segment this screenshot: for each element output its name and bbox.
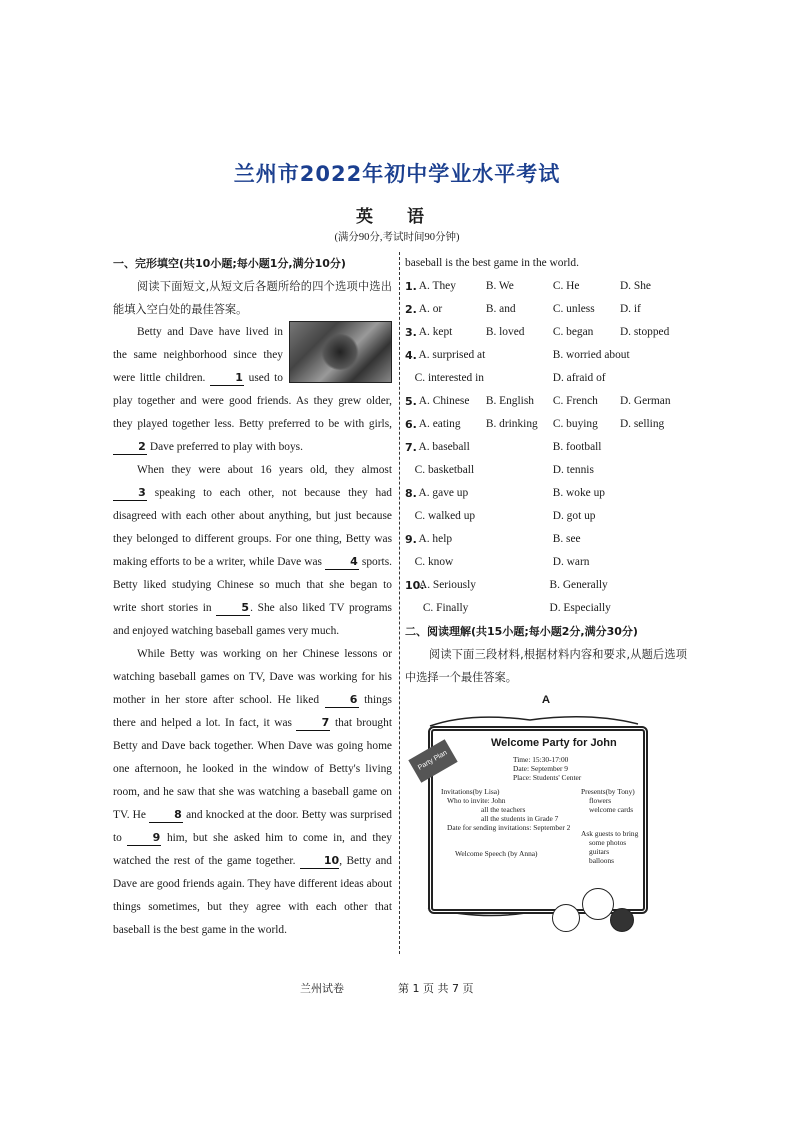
option-a: A. eating [418, 418, 461, 430]
question-number: 1. [405, 280, 417, 293]
question-row [405, 321, 687, 344]
passage-text: that brought Betty and Dave back together. When Dave was going home one afternoon, he looked in the window of Betty's living room, and he saw that she was watching a baseball game on TV. He [113, 717, 392, 821]
option-d: D. warn [552, 556, 590, 568]
baseball-photo [289, 321, 392, 383]
question-list [405, 275, 687, 620]
option-c: C. buying [552, 418, 598, 430]
option-b: B. and [485, 303, 516, 315]
passage-text: sports. Betty liked studying Chinese so much that she began to write short stories in [113, 556, 392, 614]
passage-text: , Betty and Dave are good friends again. They have different ideas about things sometimes, but they agree with each other that baseball is the best game in the world. [113, 855, 392, 936]
passage-text: things there and helped a lot. In fact, it was [113, 694, 392, 729]
option-d: D. if [619, 303, 641, 315]
question-row [405, 597, 687, 620]
option-d: D. afraid of [552, 372, 606, 384]
flower-icon [610, 908, 634, 932]
passage-text: Dave preferred to play with boys. [147, 441, 303, 453]
blank-3: 3 [113, 486, 147, 501]
passage-paragraph-3 [113, 643, 392, 942]
question-row [405, 275, 687, 298]
poster-flowers: flowers [589, 796, 612, 805]
section1-instructions: 阅读下面短文,从短文后各题所给的四个选项中选出能填入空白处的最佳答案。 [113, 280, 392, 316]
question-row [405, 459, 687, 482]
option-c: C. interested in [414, 372, 484, 384]
passage-text: While Betty was working on her Chinese lessons or watching baseball games on TV, Dave was working for his mother in her store after school. He liked [113, 648, 392, 706]
question-number: 2. [405, 303, 417, 316]
passage-paragraph-2 [113, 459, 392, 643]
right-column [405, 252, 687, 712]
flower-icon [582, 888, 614, 920]
flower-icon [552, 904, 580, 932]
blank-9: 9 [127, 831, 161, 846]
question-row [405, 344, 687, 367]
question-row [405, 528, 687, 551]
option-b: B. We [485, 280, 514, 292]
option-c: C. began [552, 326, 594, 338]
passage-text: . She also liked TV programs and enjoyed watching baseball games very much. [113, 602, 392, 637]
question-row [405, 390, 687, 413]
poster-balloons: balloons [589, 856, 615, 865]
option-a: A. Seriously [419, 579, 476, 591]
passage-continuation: baseball is the best game in the world. [405, 257, 579, 269]
passage-text: speaking to each other, not because they had disagreed with each other about anything, but just because they belonged to different groups. For one thing, Betty was making efforts to be a writer, while Dave was [113, 487, 392, 568]
option-d: D. She [619, 280, 651, 292]
poster-ask: Ask guests to bring [581, 829, 639, 838]
blank-10: 10 [300, 854, 339, 869]
option-a: A. They [418, 280, 456, 292]
option-b: B. worried about [552, 349, 630, 361]
blank-8: 8 [149, 808, 183, 823]
section1-heading: 一、完形填空(共10小题;每小题1分,满分10分) [113, 257, 346, 270]
question-number: 9. [405, 533, 417, 546]
left-column [113, 252, 392, 942]
question-row [405, 436, 687, 459]
poster-photos: some photos [589, 838, 627, 847]
passage-paragraph-1 [113, 321, 392, 459]
question-number: 6. [405, 418, 417, 431]
option-b: B. drinking [485, 418, 538, 430]
option-d: D. got up [552, 510, 596, 522]
option-d: D. tennis [552, 464, 594, 476]
section2-instructions: 阅读下面三段材料,根据材料内容和要求,从题后选项中选择一个最佳答案。 [405, 648, 687, 684]
poster-ribbon: Party Plan [408, 739, 457, 783]
exam-title: 兰州市2022年初中学业水平考试 [233, 162, 561, 186]
question-number: 8. [405, 487, 417, 500]
poster-guitars: guitars [589, 847, 610, 856]
passage-text: and knocked at the door. Betty was surprised to [113, 809, 392, 844]
option-c: C. walked up [414, 510, 476, 522]
poster-who: Who to invite: John [447, 796, 506, 805]
material-label: A [541, 694, 551, 706]
indent-spacer [405, 367, 415, 390]
question-number: 7. [405, 441, 417, 454]
question-row [405, 574, 687, 597]
poster-time: Time: 15:30-17:00 [513, 755, 569, 764]
column-divider [399, 252, 400, 954]
blank-7: 7 [296, 716, 330, 731]
question-row [405, 367, 687, 390]
question-row [405, 298, 687, 321]
poster-frame [428, 726, 648, 914]
question-number: 5. [405, 395, 417, 408]
subject-title: 英 语 [356, 207, 438, 227]
question-number: 10. [405, 579, 425, 592]
question-number: 3. [405, 326, 417, 339]
exam-note: (满分90分,考试时间90分钟) [334, 232, 460, 243]
poster-presents: Presents(by Tony) [581, 787, 635, 796]
question-row [405, 482, 687, 505]
section2-heading: 二、阅读理解(共15小题;每小题2分,满分30分) [405, 625, 638, 638]
poster-date: Date: September 9 [513, 764, 569, 773]
question-row [405, 413, 687, 436]
question-row [405, 505, 687, 528]
option-c: C. basketball [414, 464, 475, 476]
option-b: B. Generally [549, 579, 608, 591]
option-d: D. selling [619, 418, 665, 430]
passage-text: When they were about 16 years old, they almost [137, 464, 392, 476]
poster-invitations: Invitations(by Lisa) [441, 787, 500, 796]
indent-spacer [405, 505, 415, 528]
option-a: A. gave up [418, 487, 469, 499]
option-a: A. surprised at [418, 349, 486, 361]
blank-6: 6 [325, 693, 359, 708]
option-c: C. He [552, 280, 580, 292]
indent-spacer [405, 459, 415, 482]
option-a: A. or [418, 303, 443, 315]
blank-1: 1 [210, 371, 244, 386]
footer-paper-name: 兰州试卷 [300, 982, 344, 995]
option-b: B. see [552, 533, 581, 545]
footer-page-number: 第 1 页 共 7 页 [398, 982, 474, 995]
option-d: D. German [619, 395, 671, 407]
option-a: A. baseball [418, 441, 470, 453]
poster-title: Welcome Party for John [491, 737, 617, 749]
option-b: B. football [552, 441, 602, 453]
option-d: D. stopped [619, 326, 670, 338]
option-a: A. help [418, 533, 453, 545]
poster-send-date: Date for sending invitations: September 2 [447, 823, 571, 832]
option-b: B. woke up [552, 487, 605, 499]
passage-text: Betty and Dave have lived in the same neighborhood since they were little children. [113, 326, 283, 384]
passage-text: used to play together and were good friends. As they grew older, they played together less. Betty preferred to be with girls, [113, 372, 392, 430]
blank-5: 5 [216, 601, 250, 616]
option-a: A. kept [418, 326, 453, 338]
poster-teachers: all the teachers [481, 805, 526, 814]
option-c: C. Finally [422, 602, 469, 614]
poster-cards: welcome cards [589, 805, 634, 814]
option-a: A. Chinese [418, 395, 470, 407]
indent-spacer [405, 551, 415, 574]
poster-place: Place: Students' Center [513, 773, 582, 782]
blank-2: 2 [113, 440, 147, 455]
indent-spacer [405, 597, 423, 620]
blank-4: 4 [325, 555, 359, 570]
party-poster [410, 712, 650, 944]
question-number: 4. [405, 349, 417, 362]
poster-students: all the students in Grade 7 [481, 814, 559, 823]
passage-text: him, but she asked him to come in, and they watched the rest of the game together. [113, 832, 392, 867]
question-row [405, 551, 687, 574]
option-d: D. Especially [549, 602, 611, 614]
option-c: C. unless [552, 303, 595, 315]
option-b: B. English [485, 395, 534, 407]
option-c: C. French [552, 395, 598, 407]
option-c: C. know [414, 556, 454, 568]
poster-speech: Welcome Speech (by Anna) [455, 849, 538, 858]
option-b: B. loved [485, 326, 525, 338]
